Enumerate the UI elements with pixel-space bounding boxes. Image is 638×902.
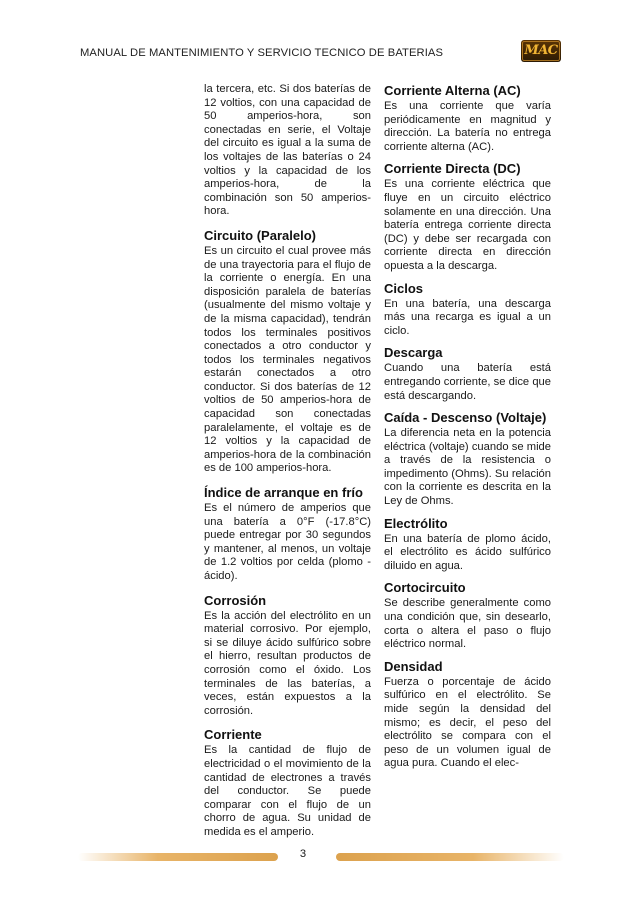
glossary-entry-corriente-directa	[384, 161, 551, 273]
left-column	[204, 83, 371, 840]
glossary-entry-indice-arranque	[204, 485, 371, 584]
entry-term: Corriente Alterna (AC)	[384, 83, 521, 98]
entry-definition: Es una corriente que varía periódicamente en magnitud y dirección. La batería no entrega corriente alterna (AC).	[384, 100, 551, 153]
entry-definition: En una batería de plomo ácido, el electrólito es ácido sulfúrico diluido en agua.	[384, 532, 551, 572]
glossary-entry-circuito-paralelo	[204, 228, 371, 476]
entry-term: Descarga	[384, 345, 443, 361]
entry-definition: En una batería, una descarga más una recarga es igual a un ciclo.	[384, 297, 551, 337]
entry-definition: Se describe generalmente como una condición que, sin desearlo, corta o altera el paso o flujo eléctrico normal.	[384, 597, 551, 651]
entry-term: Densidad	[384, 658, 443, 674]
entry-definition: Es el número de amperios que una batería a 0°F (-17.8°C) puede entregar por 30 segundos y mantener, al menos, un voltaje de 1.2 voltios por celda (plomo - ácido).	[204, 502, 371, 582]
entry-term: Circuito (Paralelo)	[204, 227, 316, 243]
logo-text: MAC	[524, 43, 558, 58]
glossary-entry-densidad	[384, 659, 551, 771]
glossary-entry-ciclos	[384, 281, 551, 339]
glossary-entry-corrosion	[204, 593, 371, 719]
header-title: MANUAL DE MANTENIMIENTO Y SERVICIO TECNICO DE BATERIAS	[80, 47, 444, 59]
entry-definition: Es un circuito el cual provee más de una trayectoria para el flujo de la corriente o energía. En una disposición paralela de baterías (usualmente del mismo voltaje y de la misma capacidad), tendrán todos los terminales positivos conectados a otro conductor y todos los terminales negativos estarán conectados a otro conductor. Si dos baterías de 12 voltios de 50 amperios-hora de capacidad son conectadas paralelamente, el voltaje es de 12 voltios y la capacidad de amperios-hora de la combinación es de 100 amperios-hora.	[204, 244, 371, 475]
entry-definition: Cuando una batería está entregando corriente, se dice que está descargando.	[384, 362, 551, 402]
entry-definition: Es una corriente eléctrica que fluye en un circuito eléctrico solamente en una dirección. Una batería entrega corriente directa (DC) y debe ser recargada con corriente directa en dirección opuesta a la descarga.	[384, 178, 551, 272]
entry-definition: Fuerza o porcentaje de ácido sulfúrico en el electrólito. Se mide según la densidad del mismo; es decir, el peso del electrólito se compara con el peso de un volumen igual de agua pura. Cuando el elec-	[384, 675, 551, 770]
glossary-entry-electrolito	[384, 516, 551, 574]
mac-logo	[520, 38, 562, 64]
glossary-entry-descarga	[384, 345, 551, 403]
right-column	[384, 83, 551, 778]
entry-term: Corriente Directa (DC)	[384, 161, 521, 177]
entry-term: Caída - Descenso (Voltaje)	[384, 410, 547, 426]
lead-paragraph: la tercera, etc. Si dos baterías de 12 voltios, con una capacidad de 50 amperios-hora, son conectadas en serie, el Voltaje del circuito es igual a la suma de los voltajes de las baterías o 24 voltios y la capacidad de los amperios-hora, de la combinación son 50 amperios-hora.	[204, 83, 371, 218]
glossary-entry-corriente	[204, 727, 371, 839]
glossary-entry-cortocircuito	[384, 580, 551, 651]
entry-term: Electrólito	[384, 515, 448, 531]
footer-decorative-bar-right	[336, 853, 564, 861]
entry-definition: Es la cantidad de flujo de electricidad o el movimiento de la cantidad de electrones a través del conductor. Se puede comparar con el flujo de un chorro de agua. Su unidad de medida es el amperio.	[204, 744, 371, 838]
footer-decorative-bar-left	[78, 853, 278, 861]
entry-term: Corrosión	[204, 592, 267, 608]
entry-definition: Es la acción del electrólito en un material corrosivo. Por ejemplo, si se diluye ácido sulfúrico sobre el hierro, resultan productos de corrosión como el óxido. Los terminales de las baterías, a veces, están expuestos a la corrosión.	[204, 609, 371, 717]
entry-term: Índice de arranque en frío	[204, 485, 363, 501]
entry-term: Ciclos	[384, 280, 424, 296]
entry-term: Cortocircuito	[384, 580, 466, 596]
glossary-entry-corriente-alterna	[384, 83, 551, 154]
entry-definition: La diferencia neta en la potencia eléctrica (voltaje) cuando se mide a través de la resistencia o impedimento (Ohms). Su relación con la corriente es descrita en la Ley de Ohms.	[384, 427, 551, 508]
glossary-entry-caida-voltaje	[384, 410, 551, 509]
entry-term: Corriente	[204, 727, 262, 743]
page-header	[0, 0, 638, 78]
page-number: 3	[299, 848, 307, 860]
